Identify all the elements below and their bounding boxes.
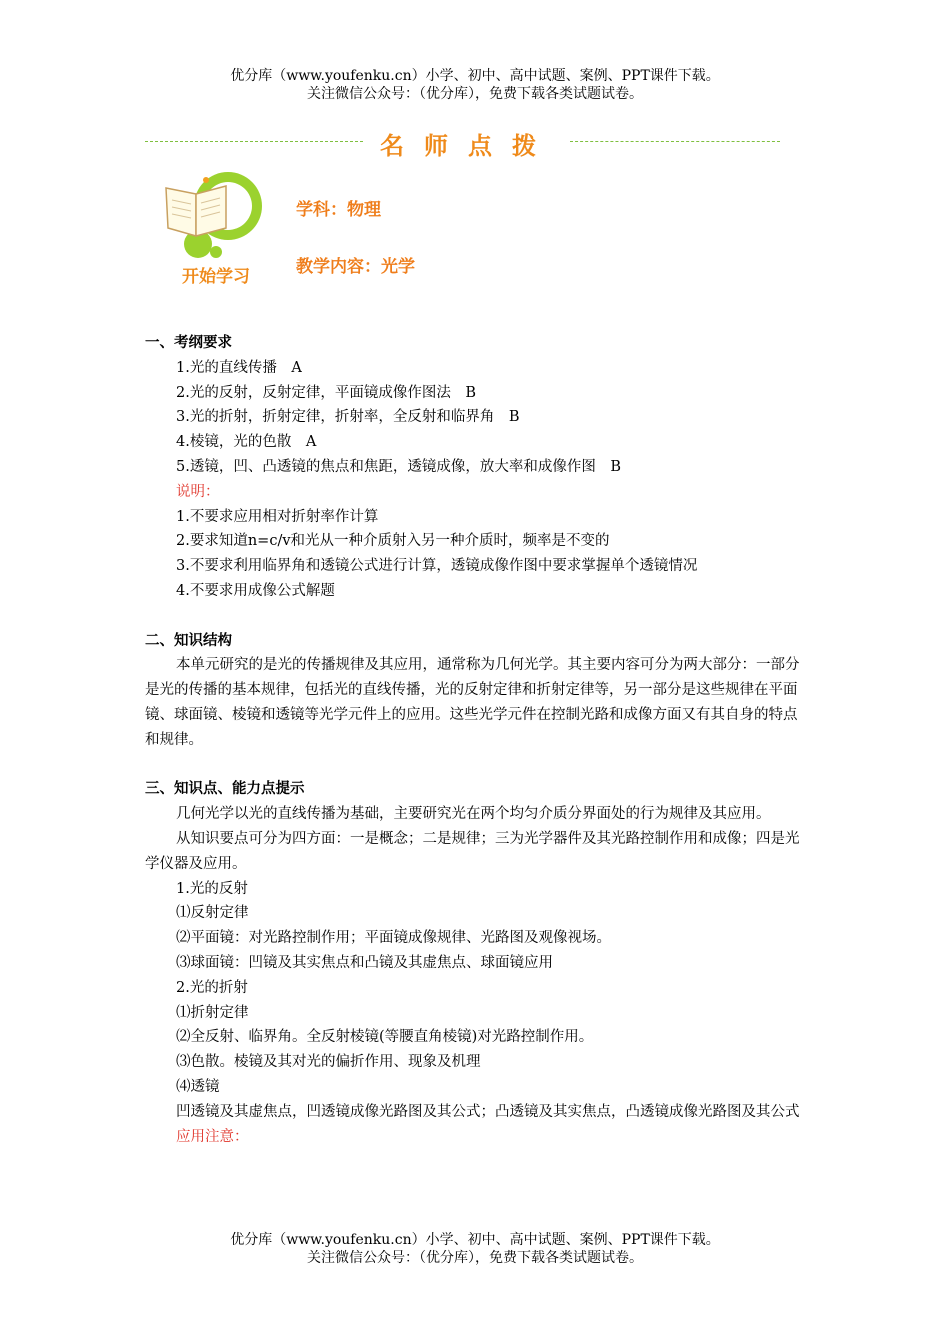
banner-divider-right [570, 141, 780, 142]
paragraph: 凹透镜及其虚焦点，凹透镜成像光路图及其公式；凸透镜及其实焦点，凸透镜成像光路图及其公式 [176, 1103, 800, 1120]
banner-title: 名师点拨 [380, 132, 556, 160]
note-item: 3.不要求利用临界角和透镜公式进行计算，透镜成像作图中要求掌握单个透镜情况 [176, 558, 698, 575]
note-label: 说明： [176, 483, 220, 500]
knowledge-item: ⑷透镜 [176, 1078, 220, 1095]
document-body [145, 331, 810, 1149]
knowledge-item: ⑴反射定律 [176, 905, 249, 922]
syllabus-item: 3.光的折射，折射定律，折射率，全反射和临界角 B [176, 409, 520, 426]
paragraph: 几何光学以光的直线传播为基础，主要研究光在两个均匀介质分界面处的行为规律及其应用。 [176, 806, 771, 823]
knowledge-item: ⑵平面镜：对光路控制作用；平面镜成像规律、光路图及观像视场。 [176, 930, 611, 947]
knowledge-structure-paragraph: 本单元研究的是光的传播规律及其应用，通常称为几何光学。其主要内容可分为两大部分：一部分是光的传播的基本规律，包括光的直线传播，光的反射定律和折射定律等，另一部分是这些规律在平面镜、球面镜、棱镜和透镜等光学元件上的应用。这些光学元件在控制光路和成像方面又有其自身的特点和规律。 [145, 657, 800, 748]
knowledge-item: 1.光的反射 [176, 880, 248, 897]
banner-divider-left [145, 141, 363, 142]
section-2-title: 二、知识结构 [145, 632, 232, 649]
syllabus-item: 4.棱镜，光的色散 A [176, 434, 317, 451]
footer-line-2: 关注微信公众号：（优分库），免费下载各类试题试卷。 [307, 1250, 643, 1266]
note-item: 2.要求知道n=c/v和光从一种介质射入另一种介质时，频率是不变的 [176, 533, 610, 550]
knowledge-item: 2.光的折射 [176, 979, 248, 996]
knowledge-item: ⑶色散。棱镜及其对光的偏折作用、现象及机理 [176, 1054, 481, 1071]
banner [145, 126, 780, 160]
syllabus-item: 1.光的直线传播 A [176, 359, 302, 376]
note-item: 1.不要求应用相对折射率作计算 [176, 508, 379, 525]
syllabus-item: 2.光的反射，反射定律，平面镜成像作图法 B [176, 384, 476, 401]
logo-caption: 开始学习 [182, 267, 250, 287]
header-line-1: 优分库（www.youfenku.cn）小学、初中、高中试题、案例、PPT课件下载。 [230, 68, 720, 84]
paragraph: 从知识要点可分为四方面：一是概念；二是规律；三为光学器件及其光路控制作用和成像；四是光学仪器及应用。 [145, 830, 800, 872]
start-learning-logo [160, 170, 270, 290]
page-footer [0, 1231, 950, 1267]
knowledge-item: ⑶球面镜：凹镜及其实焦点和凸镜及其虚焦点、球面镜应用 [176, 954, 553, 971]
knowledge-item: ⑵全反射、临界角。全反射棱镜(等腰直角棱镜)对光路控制作用。 [176, 1029, 594, 1046]
syllabus-item: 5.透镜，凹、凸透镜的焦点和焦距，透镜成像，放大率和成像作图 B [176, 458, 621, 475]
footer-line-1: 优分库（www.youfenku.cn）小学、初中、高中试题、案例、PPT课件下载。 [230, 1232, 720, 1248]
page-header [0, 67, 950, 103]
teaching-content-label: 教学内容：光学 [296, 257, 415, 277]
application-note-label: 应用注意： [176, 1128, 249, 1145]
knowledge-item: ⑴折射定律 [176, 1004, 249, 1021]
header-line-2: 关注微信公众号：（优分库），免费下载各类试题试卷。 [307, 86, 643, 102]
section-3-title: 三、知识点、能力点提示 [145, 781, 305, 798]
subject-label: 学科：物理 [296, 200, 381, 220]
book-icon [160, 170, 270, 290]
section-1-title: 一、考纲要求 [145, 335, 232, 351]
note-item: 4.不要求用成像公式解题 [176, 582, 335, 599]
